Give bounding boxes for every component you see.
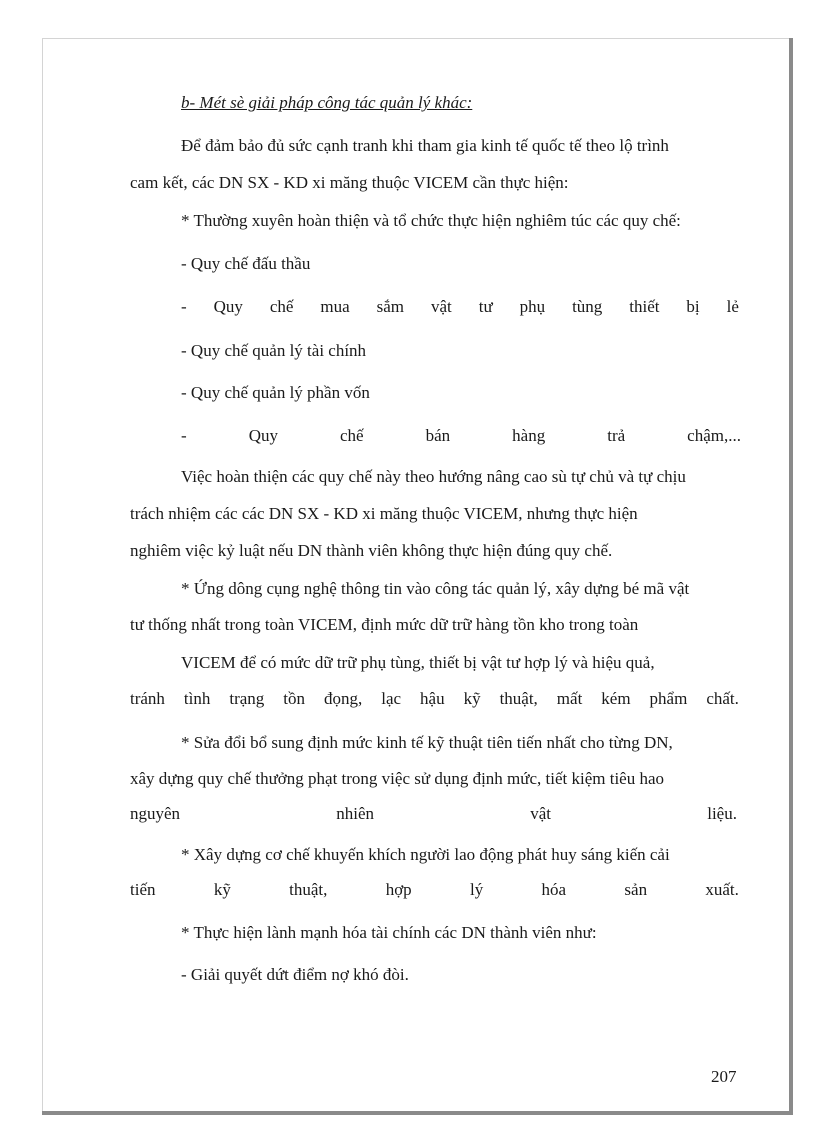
item-bidding-regulation: - Quy chế đấu thầu: [181, 254, 311, 273]
paragraph-1-line-1: Việc hoàn thiện các quy chế này theo hướng nâng cao sù tự chủ và tự chịu: [181, 467, 686, 486]
intro-line-2: cam kết, các DN SX - KD xi măng thuộc VICEM cần thực hiện:: [130, 173, 569, 192]
word: kỹ: [463, 689, 481, 708]
bullet-initiative-line-1: * Xây dựng cơ chế khuyến khích người lao động phát huy sáng kiến cải: [181, 845, 670, 864]
word: thiết: [629, 297, 660, 316]
word: trả: [607, 426, 626, 445]
word: -: [181, 297, 187, 316]
bullet-norms-line-3: [130, 803, 737, 825]
word: Quy: [248, 426, 278, 445]
page-number: 207: [711, 1067, 737, 1086]
paragraph-1-line-2: trách nhiệm các các DN SX - KD xi măng thuộc VICEM, nhưng thực hiện: [130, 504, 638, 523]
word: liệu.: [707, 804, 737, 823]
word: kém: [601, 689, 631, 708]
item-procurement-regulation: [181, 296, 739, 318]
word: mất: [556, 689, 583, 708]
word: tình: [183, 689, 211, 708]
word: tùng: [572, 297, 603, 316]
word: tiến: [130, 880, 156, 899]
intro-line-1: Để đảm bảo đủ sức cạnh tranh khi tham gia kinh tế quốc tế theo lộ trình: [181, 136, 669, 155]
page-border-shadow: [42, 38, 793, 1115]
word: sắm: [376, 297, 405, 316]
word: chậm,...: [687, 426, 741, 445]
word: sản: [624, 880, 648, 899]
word: tư: [478, 297, 493, 316]
word: phụ: [519, 297, 546, 316]
word: thuật,: [289, 880, 328, 899]
bullet-it-line-4: [130, 688, 739, 710]
word: hóa: [541, 880, 567, 899]
word: chế: [339, 426, 364, 445]
word: lẻ: [726, 297, 739, 316]
bullet-regulations: * Thường xuyên hoàn thiện và tổ chức thực hiện nghiêm túc các quy chế:: [181, 211, 681, 230]
word: hợp: [385, 880, 412, 899]
bullet-it-line-2: tư thống nhất trong toàn VICEM, định mức dữ trữ hàng tồn kho trong toàn: [130, 615, 639, 634]
bullet-norms-line-2: xây dựng quy chế thưởng phạt trong việc sử dụng định mức, tiết kiệm tiêu hao: [130, 769, 665, 788]
word: phẩm: [649, 689, 688, 708]
word: hàng: [512, 426, 546, 445]
item-bad-debt: - Giải quyết dứt điểm nợ khó đòi.: [181, 965, 409, 984]
word: đọng,: [324, 689, 363, 708]
word: hậu: [420, 689, 445, 708]
word: nhiên: [336, 804, 375, 823]
item-capital-regulation: - Quy chế quản lý phần vốn: [181, 383, 370, 402]
word: bán: [425, 426, 451, 445]
word: tránh: [130, 689, 165, 708]
word: vật: [430, 297, 452, 316]
section-heading: b- Mét sè giải pháp công tác quản lý khác:: [181, 93, 473, 112]
word: -: [181, 426, 187, 445]
word: bị: [686, 297, 700, 316]
word: lạc: [381, 689, 402, 708]
word: xuất.: [705, 880, 739, 899]
paragraph-1-line-3: nghiêm việc kỷ luật nếu DN thành viên không thực hiện đúng quy chế.: [130, 541, 613, 560]
word: thuật,: [499, 689, 538, 708]
word: Quy: [213, 297, 243, 316]
word: chế: [269, 297, 294, 316]
bullet-initiative-line-2: [130, 879, 739, 901]
bullet-it-line-3: VICEM để có mức dữ trữ phụ tùng, thiết bị vật tư hợp lý và hiệu quả,: [181, 653, 655, 672]
word: kỹ: [213, 880, 231, 899]
bullet-finance-health: * Thực hiện lành mạnh hóa tài chính các DN thành viên như:: [181, 923, 597, 942]
item-finance-regulation: - Quy chế quản lý tài chính: [181, 341, 367, 360]
word: nguyên: [130, 804, 181, 823]
word: tồn: [283, 689, 306, 708]
word: trạng: [229, 689, 265, 708]
word: lý: [470, 880, 484, 899]
word: chất.: [706, 689, 739, 708]
bullet-it-line-1: * Ứng dông cụng nghệ thông tin vào công tác quản lý, xây dựng bé mã vật: [181, 579, 690, 598]
word: vật: [530, 804, 552, 823]
word: mua: [320, 297, 350, 316]
bullet-norms-line-1: * Sửa đổi bổ sung định mức kinh tế kỹ thuật tiên tiến nhất cho từng DN,: [181, 733, 673, 752]
item-deferred-sales-regulation: [181, 425, 741, 447]
